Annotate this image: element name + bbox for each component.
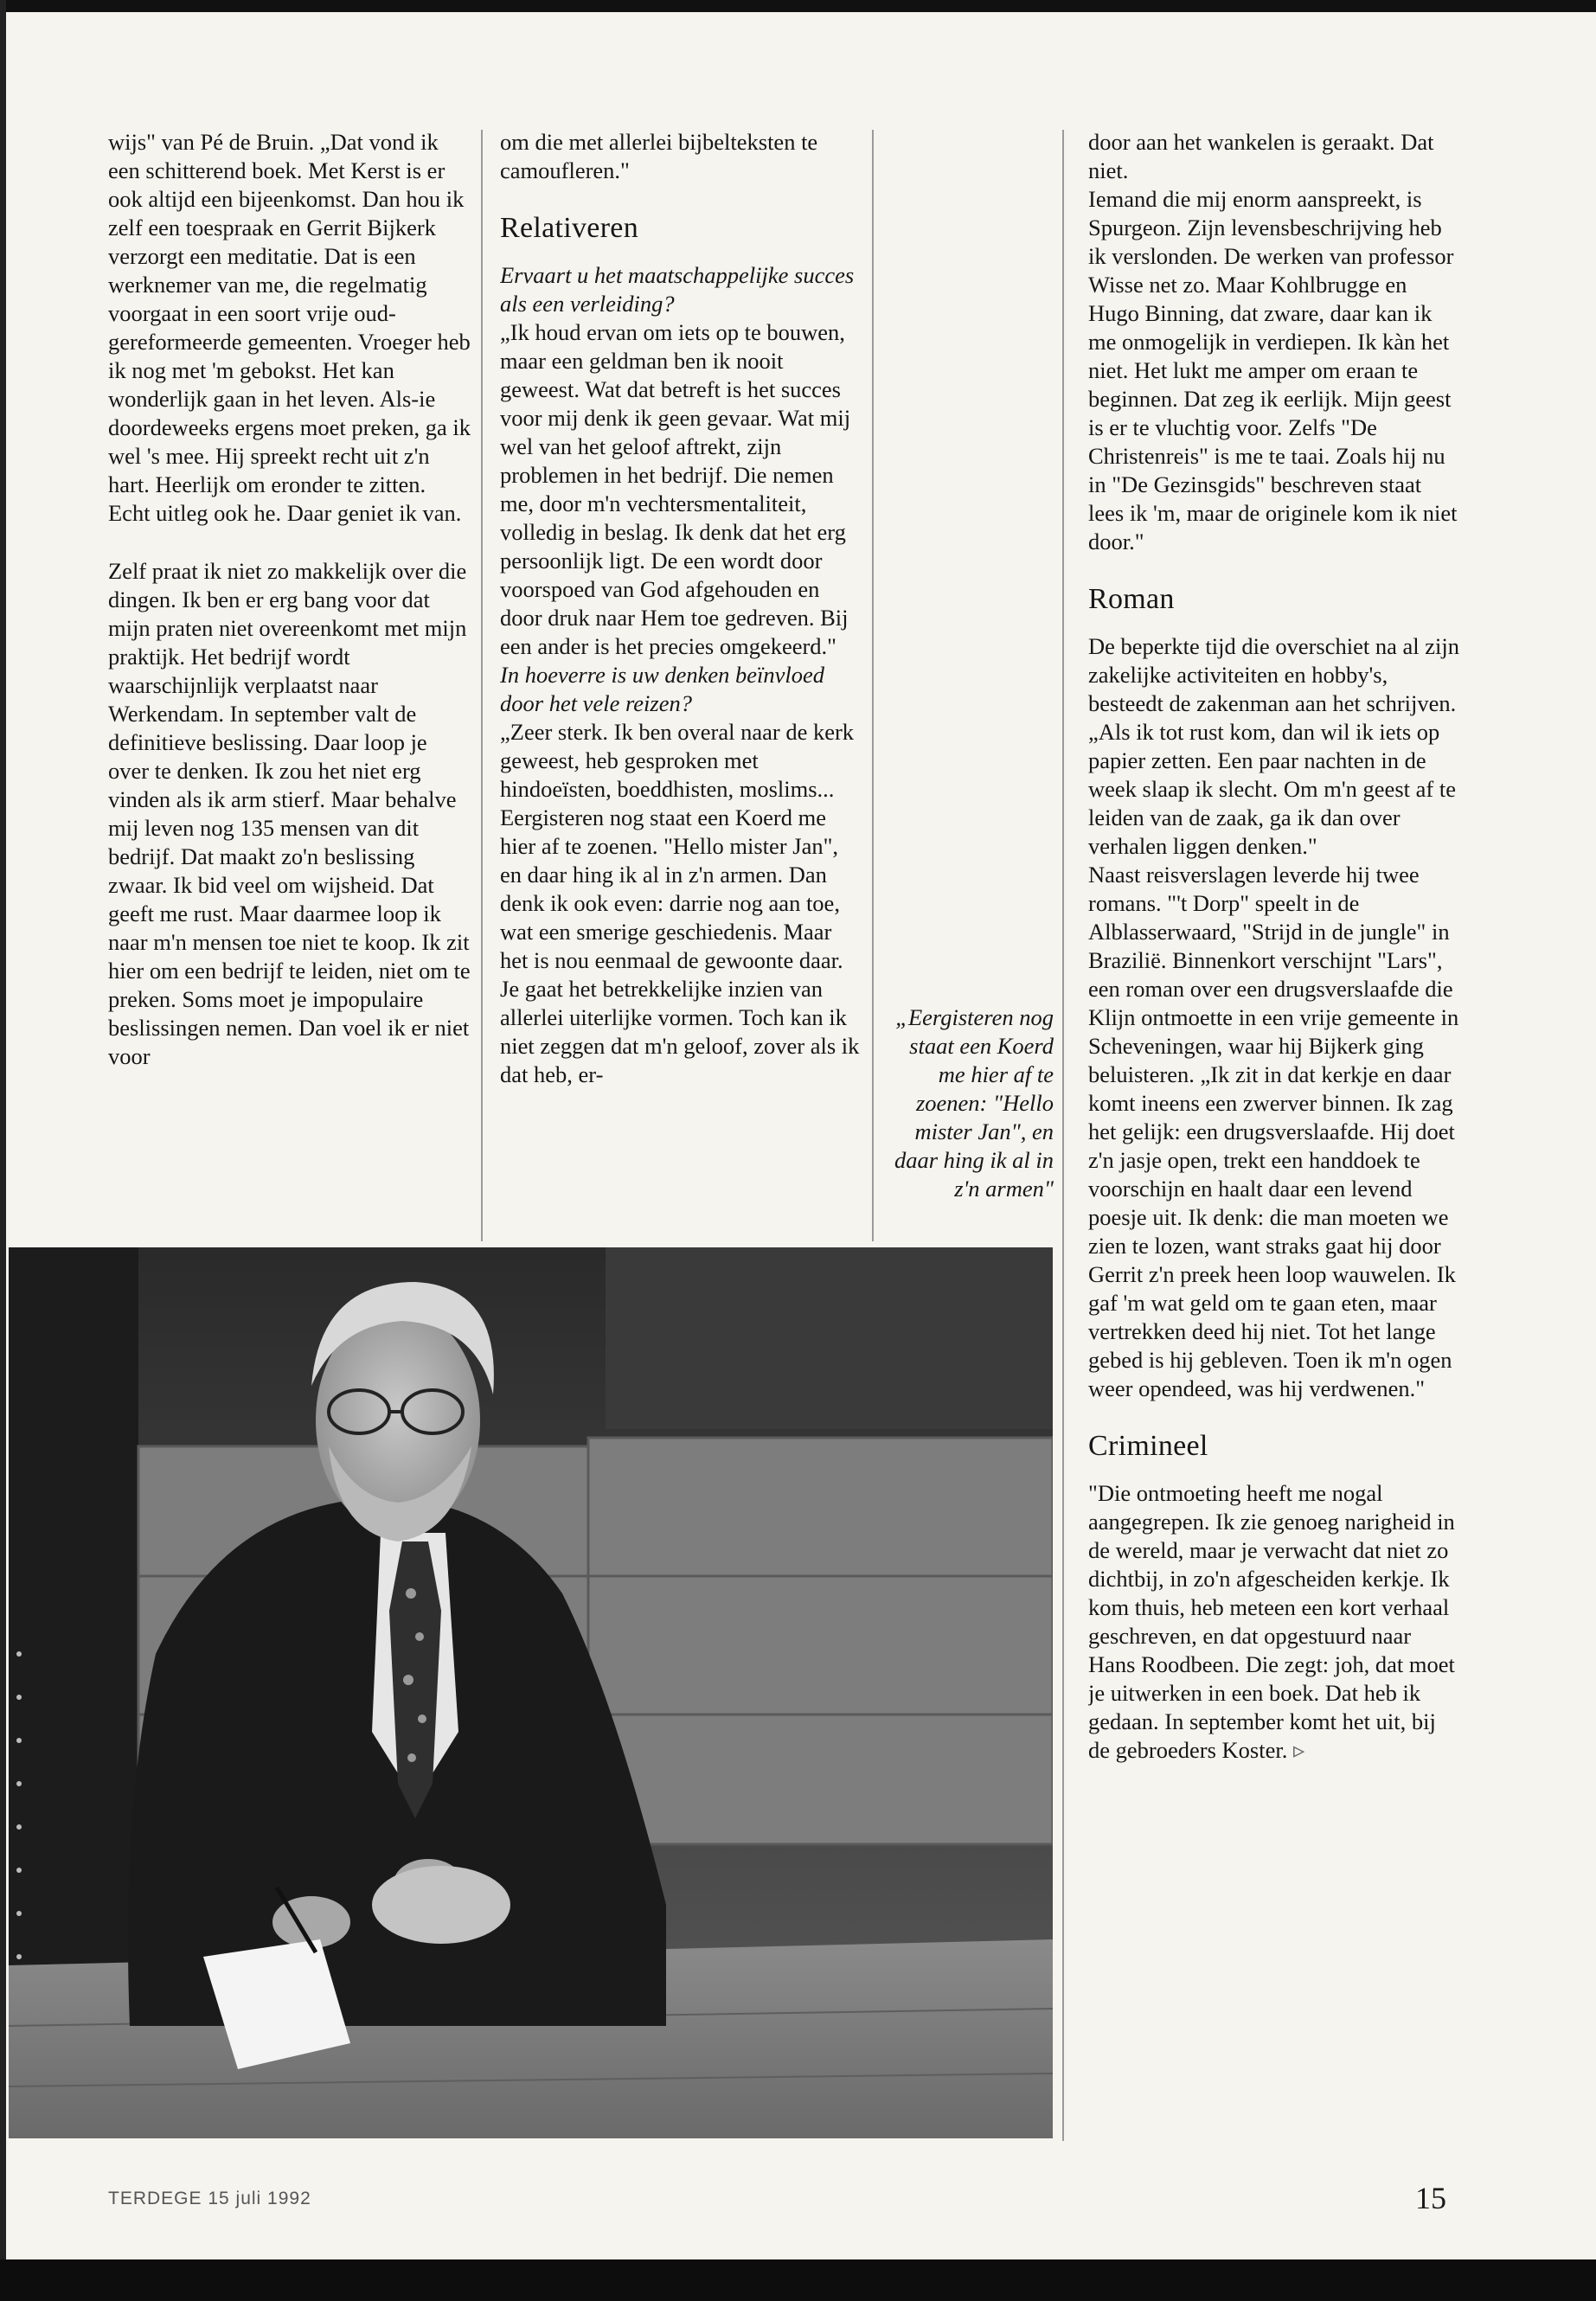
section-heading-crimineel: Crimineel	[1088, 1430, 1208, 1462]
dark-box	[606, 1247, 1053, 1429]
paragraph	[1088, 1479, 1462, 1765]
crumpled-wrapping	[372, 1866, 510, 1944]
column-2	[500, 128, 863, 1244]
scan-edge	[0, 0, 6, 2301]
column-3	[1088, 128, 1462, 2144]
column-1	[108, 128, 471, 1244]
paragraph: Naast reisverslagen leverde hij twee romans. "'t Dorp" speelt in de Alblasserwaard, "Strijd in de jungle" in Brazilië. Binnenkort verschijnt "Lars", een roman over een drugsverslaafde die Klijn ontmoette in een vrije gemeente in Scheveningen, waar hij Bijkerk ging beluisteren. „Ik zit in dat kerkje en daar komt ineens een zwerver binnen. Ik zag het gelijk: een drugsverslaafde. Hij doet z'n jasje open, trekt een handdoek te voorschijn en haalt daar een levend poesje uit. Ik denk: die man moeten we zien te lozen, want straks gaat hij door Gerrit z'n preek heen loop wauwelen. Ik gaf 'm wat geld om te gaan eten, maar vertrekken deed hij niet. Tot het lange gebed is hij gebleven. Toen ik m'n ogen weer opendeed, was hij verdwenen."	[1088, 862, 1459, 1401]
paragraph-text: "Die ontmoeting heeft me nogal aangegrepen. Ik zie genoeg narigheid in de wereld, maar je verwacht dat niet zo dichtbij, in zo'n afgescheiden kerkje. Ik kom thuis, heb meteen een kort verhaal geschreven, en dat opgestuurd naar Hans Roodbeen. Die zegt: joh, dat moet je uitwerken in een boek. Dat heb ik gedaan. In september komt het uit, bij de gebroeders Koster.	[1088, 1480, 1455, 1763]
interview-question: In hoeverre is uw denken beïnvloed door het vele reizen?	[500, 662, 825, 716]
top-rule	[0, 0, 1596, 12]
section-heading-relativeren: Relativeren	[500, 212, 639, 244]
paragraph: door aan het wankelen is geraakt. Dat niet.	[1088, 129, 1434, 183]
interview-question: Ervaart u het maatschappelijke succes als een verleiding?	[500, 262, 855, 317]
page-number: 15	[1415, 2181, 1446, 2215]
interview-answer: „Zeer sterk. Ik ben overal naar de kerk geweest, heb gesproken met hindoeïsten, boeddhisten, moslims... Eergisteren nog staat een Koerd me hier af te zoenen. "Hello mister Jan", en daar hing ik al in z'n armen. Dan denk ik ook even: darrie nog aan toe, wat een smerige geschiedenis. Maar het is nou eenmaal de gewoonte daar. Je gaat het betrekkelijke inzien van allerlei uiterlijke vormen. Toch kan ik niet zeggen dat m'n geloof, zover als ik dat heb, er-	[500, 719, 860, 1087]
column-divider	[1062, 130, 1064, 2141]
interview-answer: „Ik houd ervan om iets op te bouwen, maar een geldman ben ik nooit geweest. Wat dat betreft is het succes voor mij denk ik geen gevaar. Wat mij wel van het geloof aftrekt, zijn problemen in het bedrijf. Die nemen me, door m'n vechtersmentaliteit, volledig in beslag. Ik denk dat het erg persoonlijk ligt. De een wordt door voorspoed van God afgehouden en door druk naar Hem toe gedreven. Bij een ander is het precies omgekeerd."	[500, 319, 851, 659]
publication-footer: TERDEGE 15 juli 1992	[108, 2189, 311, 2208]
paragraph: Iemand die mij enorm aanspreekt, is Spurgeon. Zijn levensbeschrijving heb ik verslonden. De werken van professor Wisse net zo. Maar Kohlbrugge en Hugo Binning, dat zware, daar kan ik me onmogelijk in verdiepen. Ik kàn het niet. Het lukt me amper om eraan te beginnen. Dat zeg ik eerlijk. Mijn geest is er te vluchtig voor. Zelfs "De Christenreis" is me te taai. Zoals hij nu in "De Gezinsgids" beschreven staat lees ik 'm, maar de originele kom ik niet door."	[1088, 186, 1458, 554]
paragraph: om die met allerlei bijbelteksten te camoufleren."	[500, 129, 818, 183]
photo-illustration	[9, 1247, 1053, 2138]
paragraph: wijs" van Pé de Bruin. „Dat vond ik een schitterend boek. Met Kerst is er ook altijd een bijeenkomst. Dan hou ik zelf een toespraak en Gerrit Bijkerk verzorgt een meditatie. Dat is een werknemer van me, die regelmatig voorgaat in een soort vrije oud-gereformeerde gemeenten. Vroeger heb ik nog met 'm gebokst. Het kan wonderlijk gaan in het leven. Als-ie doordeweeks ergens moet preken, ga ik wel 's mee. Hij spreekt recht uit z'n hart. Heerlijk om eronder te zitten. Echt uitleg ook he. Daar geniet ik van.	[108, 129, 471, 526]
pull-quote: „Eergisteren nog staat een Koerd me hier af te zoenen: "Hello mister Jan", en daar hing ik al in z'n armen"	[894, 1004, 1054, 1202]
column-divider	[481, 130, 483, 1241]
article-photo	[9, 1247, 1053, 2138]
section-heading-roman: Roman	[1088, 583, 1175, 615]
end-mark-icon: ▹	[1292, 1737, 1305, 1763]
column-divider	[872, 130, 874, 1241]
paragraph: De beperkte tijd die overschiet na al zijn zakelijke activiteiten en hobby's, besteedt de zakenman aan het schrijven. „Als ik tot rust kom, dan wil ik iets op papier zetten. Een paar nachten in de week slaap ik slecht. Om m'n geest af te leiden van de zaak, ga ik dan over verhalen liggen denken."	[1088, 633, 1459, 859]
paragraph: Zelf praat ik niet zo makkelijk over die dingen. Ik ben er erg bang voor dat mijn praten niet overeenkomt met mijn praktijk. Het bedrijf wordt waarschijnlijk verplaatst naar Werkendam. In september valt de definitieve beslissing. Daar loop je over te denken. Ik zou het niet erg vinden als ik arm stierf. Maar behalve mij leven nog 135 mensen van dit bedrijf. Dat maakt zo'n beslissing zwaar. Ik bid veel om wijsheid. Dat geeft me rust. Maar daarmee loop ik naar m'n mensen toe niet te koop. Ik zit hier om een bedrijf te leiden, niet om te preken. Soms moet je impopulaire beslissingen nemen. Dan voel ik er niet voor	[108, 558, 471, 1069]
scan-bottom-edge	[0, 2259, 1596, 2301]
